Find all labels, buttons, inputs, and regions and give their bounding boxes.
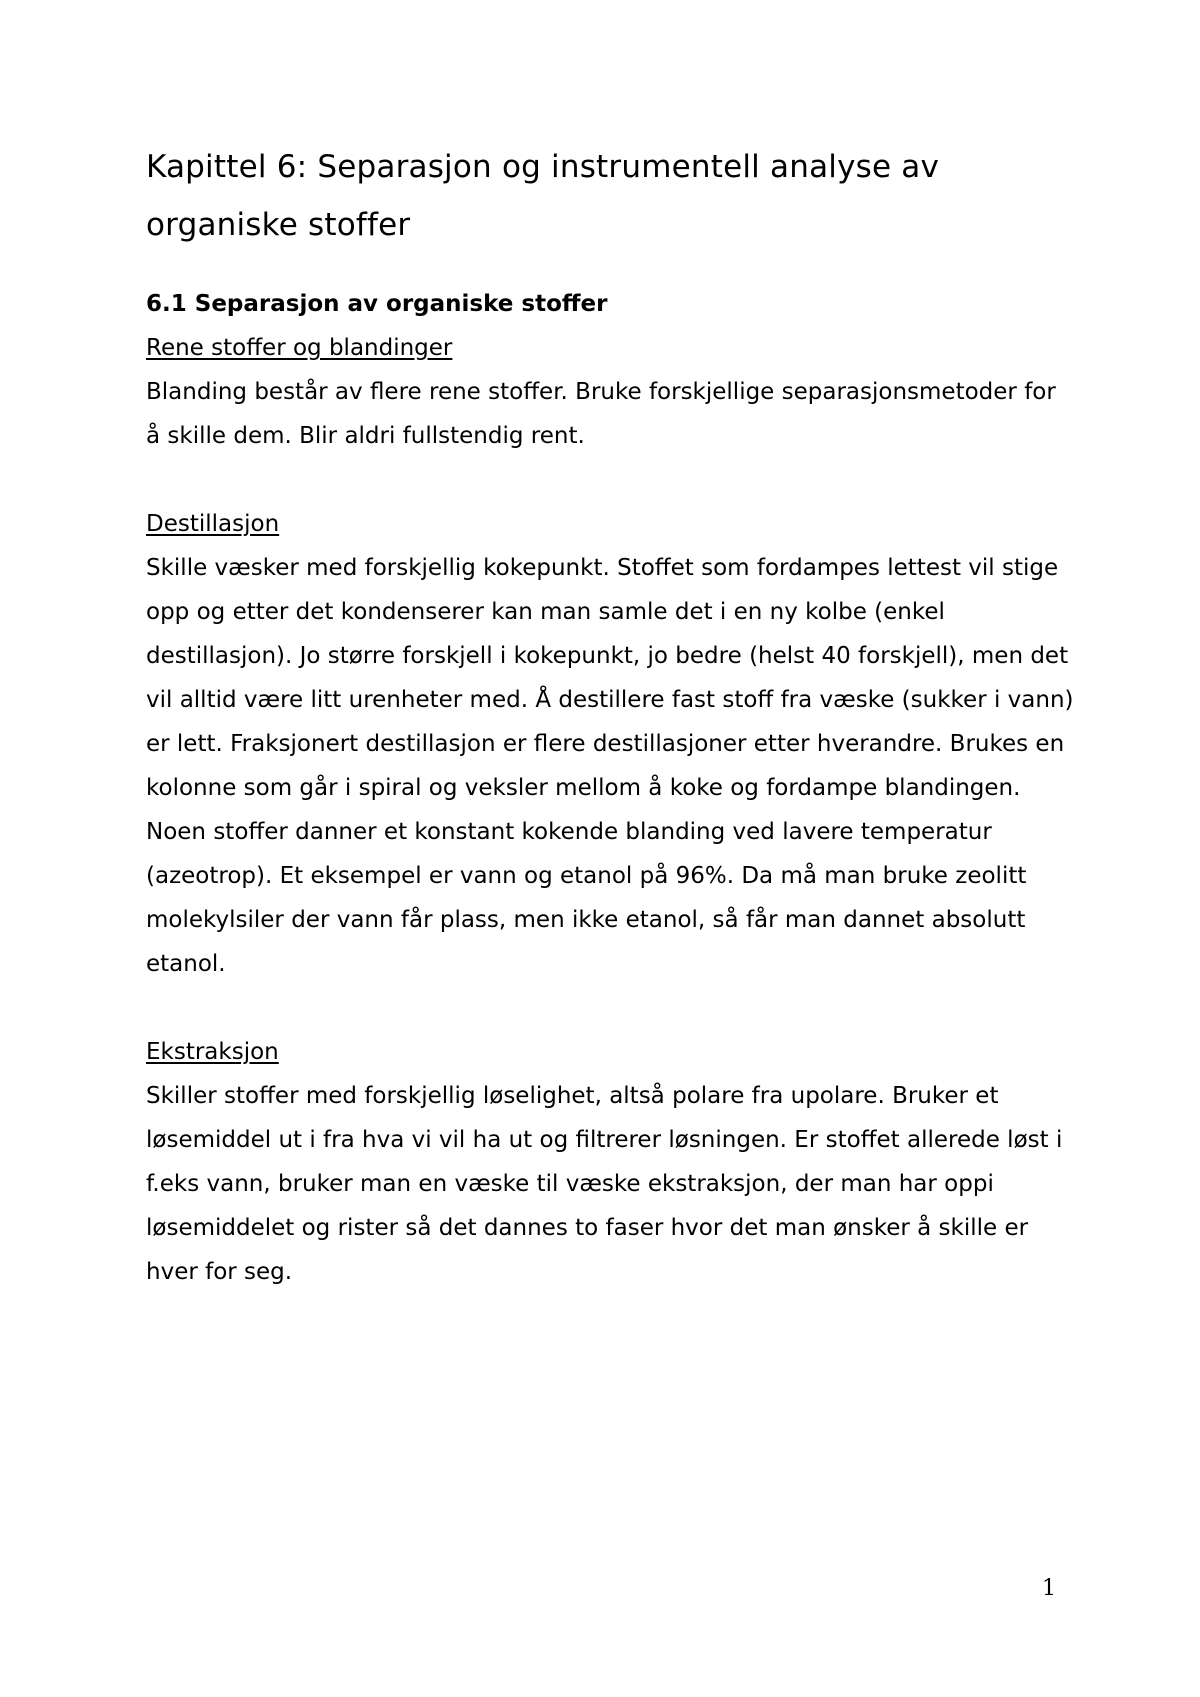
section-rene-stoffer — [146, 326, 1076, 458]
paragraph-ekstraksjon: Skiller stoffer med forskjellig løselighet, altså polare fra upolare. Bruker et løsemiddel ut i fra hva vi vil ha ut og filtrerer løsningen. Er stoffet allerede løst i f.eks vann, bruker man en væske til væske ekstraksjon, der man har oppi løsemiddelet og rister så det dannes to faser hvor det man ønsker å skille er hver for seg. — [146, 1083, 1063, 1285]
paragraph-destillasjon: Skille væsker med forskjellig kokepunkt. Stoffet som fordampes lettest vil stige opp og etter det kondenserer kan man samle det i en ny kolbe (enkel destillasjon). Jo større forskjell i kokepunkt, jo bedre (helst 40 forskjell), men det vil alltid være litt urenheter med. Å destillere fast stoff fra væske (sukker i vann) er lett. Fraksjonert destillasjon er flere destillasjoner etter hverandre. Brukes en kolonne som går i spiral og veksler mellom å koke og fordampe blandingen. Noen stoffer danner et konstant kokende blanding ved lavere temperatur (azeotrop). Et eksempel er vann og etanol på 96%. Da må man bruke zeolitt molekylsiler der vann får plass, men ikke etanol, så får man dannet absolutt etanol. — [146, 555, 1074, 977]
section-heading: 6.1 Separasjon av organiske stoffer — [146, 291, 608, 317]
subheading-rene-stoffer: Rene stoffer og blandinger — [146, 335, 453, 361]
document-body — [146, 138, 1076, 1294]
subheading-ekstraksjon: Ekstraksjon — [146, 1039, 279, 1065]
section-spacer — [146, 458, 1076, 502]
section-destillasjon — [146, 502, 1076, 986]
section-ekstraksjon — [146, 1030, 1076, 1294]
paragraph-rene-stoffer: Blanding består av flere rene stoffer. Bruke forskjellige separasjonsmetoder for å skille dem. Blir aldri fullstendig rent. — [146, 379, 1056, 449]
subheading-destillasjon: Destillasjon — [146, 511, 280, 537]
section-spacer — [146, 986, 1076, 1030]
page-number: 1 — [1042, 1576, 1056, 1601]
chapter-title: Kapittel 6: Separasjon og instrumentell analyse av organiske stoffer — [146, 149, 940, 243]
